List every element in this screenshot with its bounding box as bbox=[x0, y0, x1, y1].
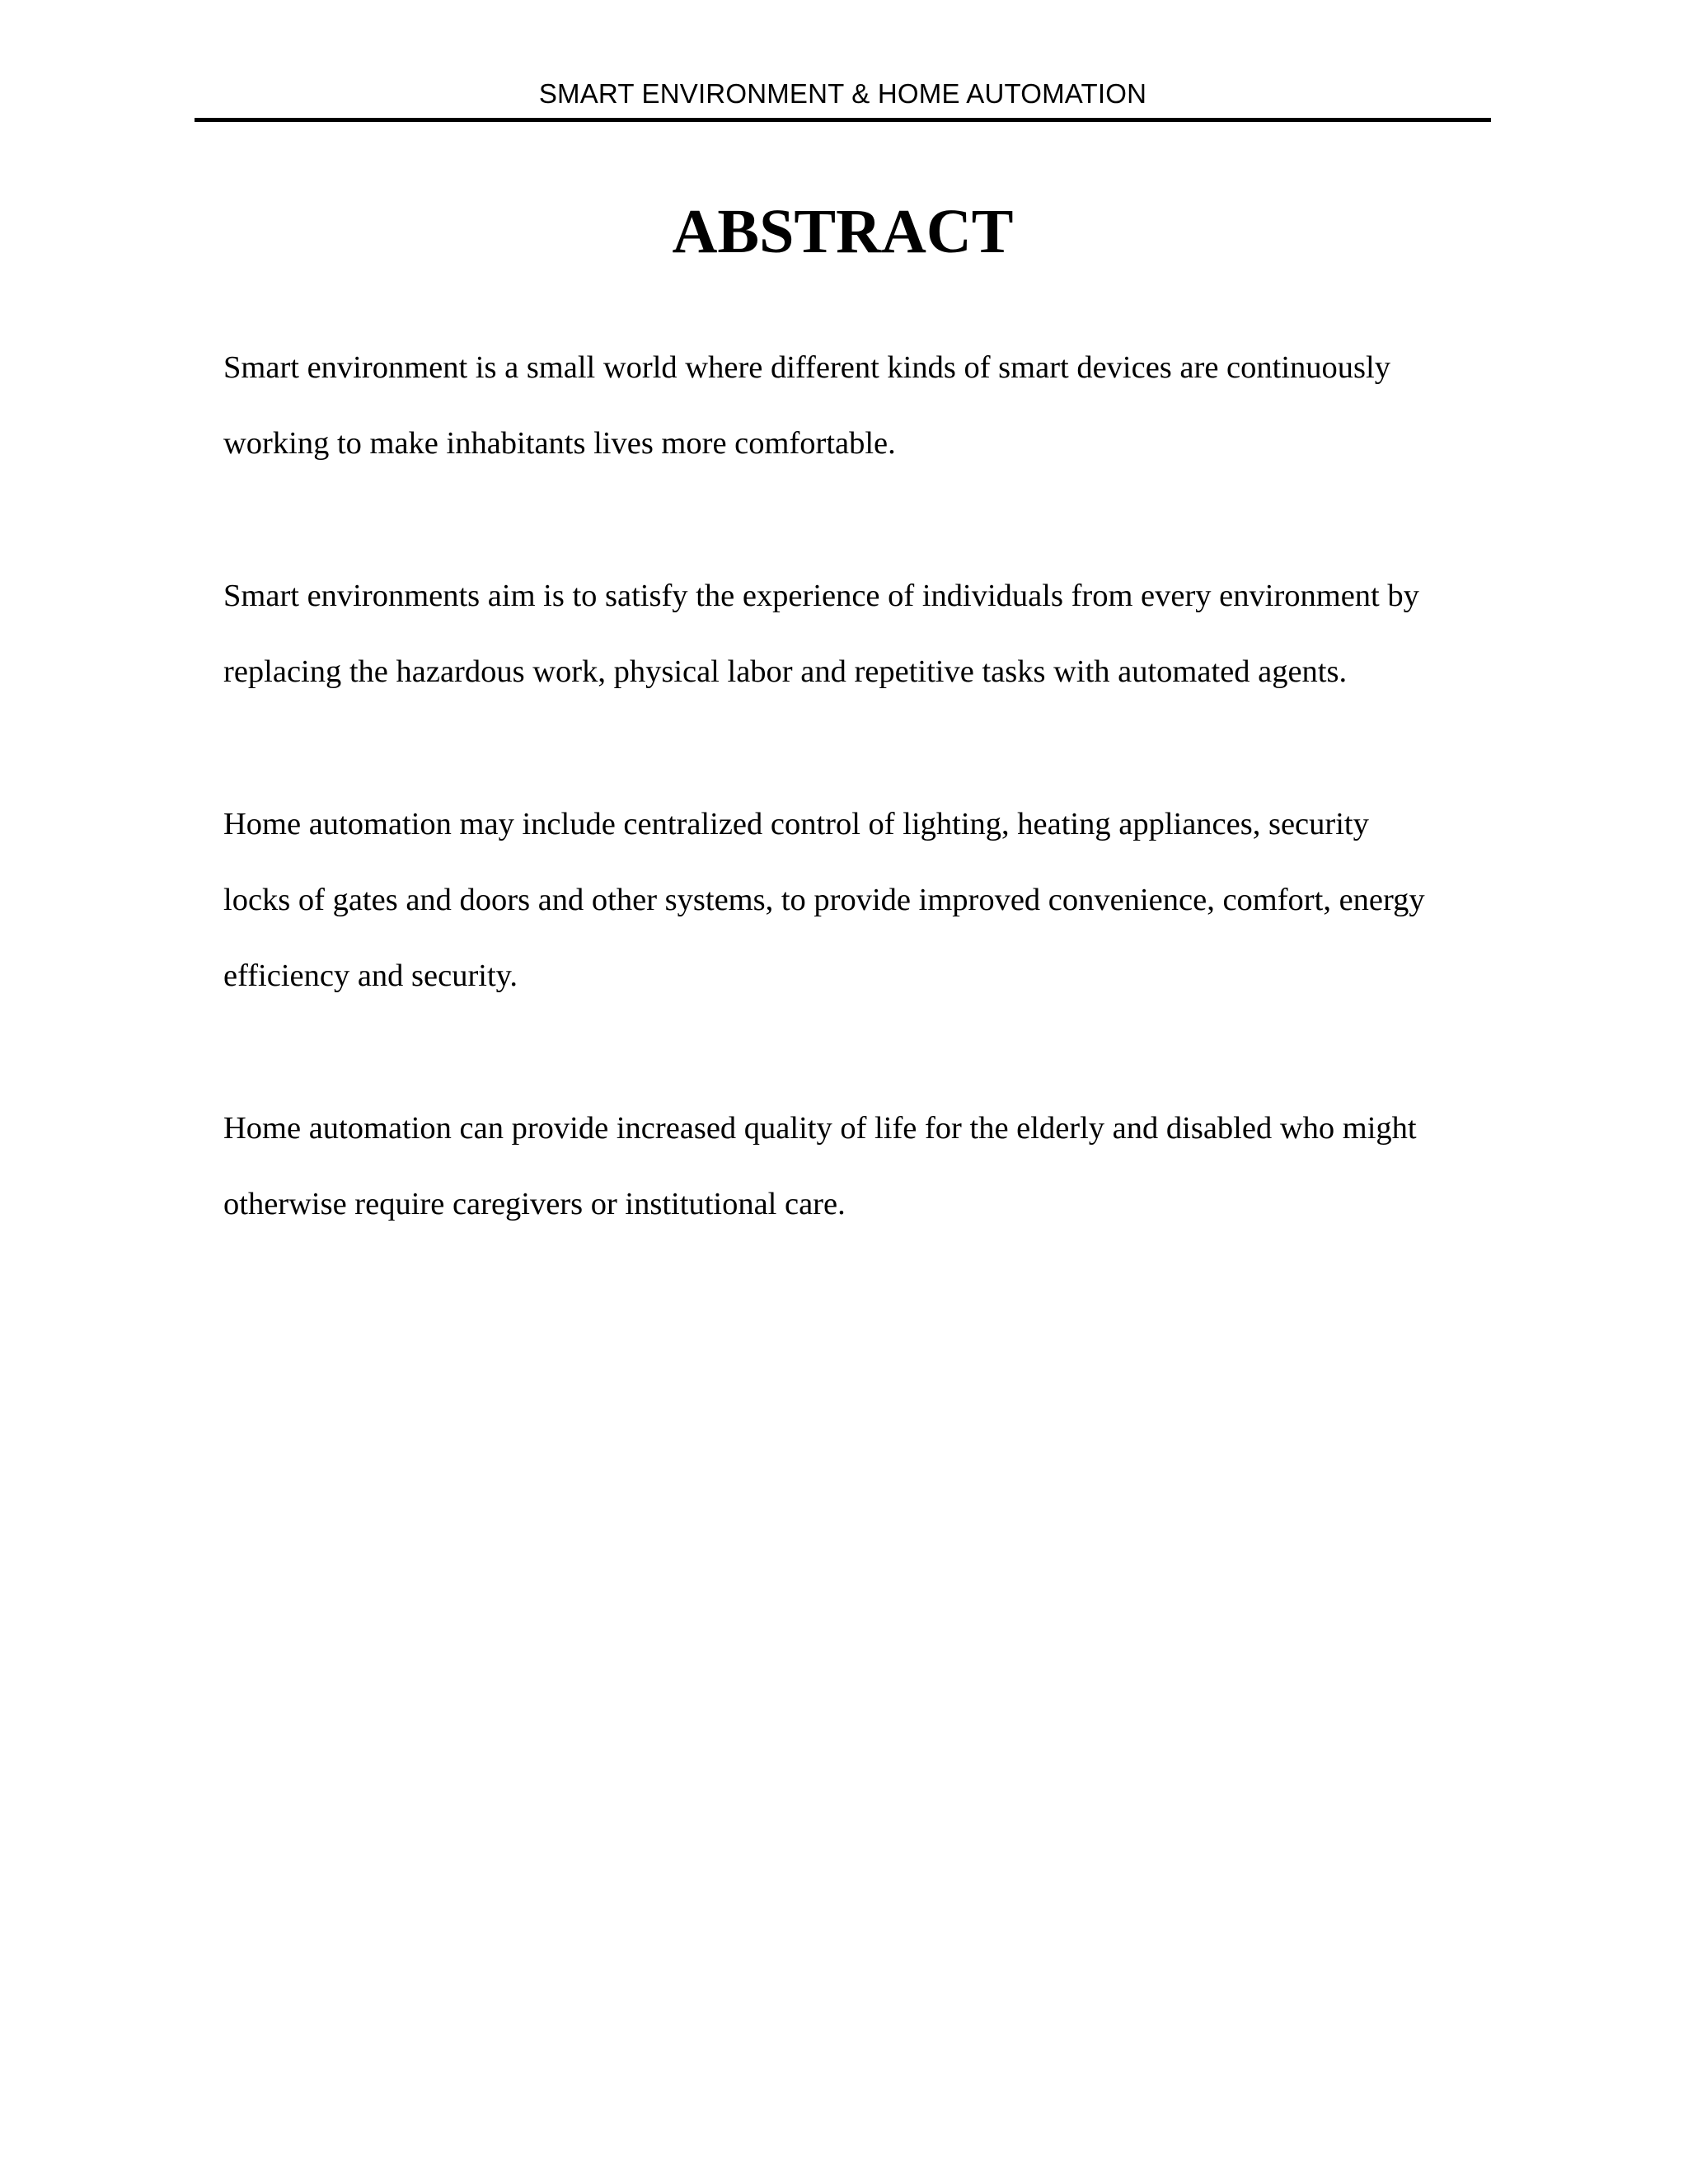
paragraph bbox=[223, 1090, 1497, 1242]
paragraph bbox=[223, 558, 1497, 710]
text-line: Home automation can provide increased quality of life for the elderly and disabled who might bbox=[223, 1111, 1417, 1146]
text-line: efficiency and security. bbox=[223, 958, 518, 993]
paragraph bbox=[223, 786, 1497, 1014]
header-rule bbox=[195, 118, 1491, 122]
text-line: working to make inhabitants lives more comfortable. bbox=[223, 426, 896, 461]
abstract-body bbox=[223, 330, 1497, 1319]
text-line: Smart environments aim is to satisfy the experience of individuals from every environment by bbox=[223, 579, 1419, 613]
text-line: Smart environment is a small world where different kinds of smart devices are continuously bbox=[223, 350, 1390, 385]
paragraph bbox=[223, 330, 1497, 481]
page-title: ABSTRACT bbox=[672, 197, 1014, 266]
running-header: SMART ENVIRONMENT & HOME AUTOMATION bbox=[538, 78, 1147, 109]
text-line: Home automation may include centralized control of lighting, heating appliances, security bbox=[223, 807, 1369, 841]
text-line: otherwise require caregivers or institutional care. bbox=[223, 1187, 846, 1221]
text-line: locks of gates and doors and other systems, to provide improved convenience, comfort, energy bbox=[223, 883, 1425, 917]
text-line: replacing the hazardous work, physical labor and repetitive tasks with automated agents. bbox=[223, 654, 1348, 689]
